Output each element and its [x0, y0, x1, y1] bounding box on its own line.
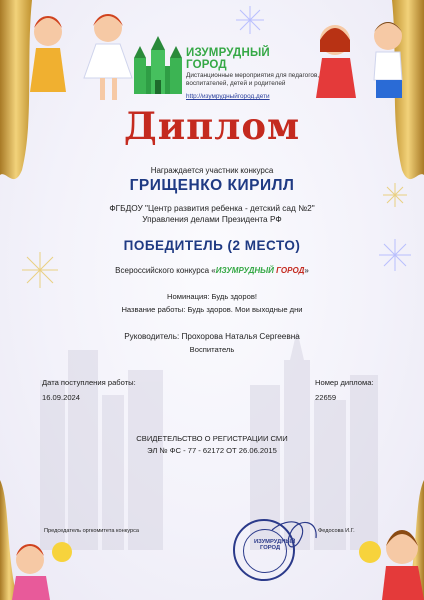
brand-name: ИЗУМРУДНЫЙ ГОРОД: [186, 47, 270, 71]
supervisor: Руководитель: Прохорова Наталья Сергеевна: [124, 332, 300, 341]
stamp-text: ИЗУМРУДНЫЙ ГОРОД: [254, 539, 296, 551]
kids-illustration-top-left: [30, 14, 132, 100]
diploma-number-label: Номер диплома:: [315, 378, 374, 387]
nomination: Номинация: Будь здоров!: [167, 292, 257, 301]
organization: ФГБДОУ "Центр развития ребенка - детский сад №2" Управления делами Президента РФ: [109, 203, 315, 224]
received-date: 16.09.2024: [42, 393, 81, 402]
work-title: Название работы: Будь здоров. Мои выходные дни: [121, 305, 303, 314]
left-curtain: [0, 0, 32, 179]
signer-name: Федосова И.Г.: [318, 528, 355, 534]
diploma-title: Диплом: [123, 104, 301, 148]
castle-logo-icon: [134, 36, 182, 94]
diploma-number: 22659: [315, 393, 337, 402]
registration-line-1: СВИДЕТЕЛЬСТВО О РЕГИСТРАЦИИ СМИ: [136, 434, 288, 443]
participant-name: ГРИЩЕНКО КИРИЛЛ: [129, 177, 295, 194]
brand-description: Дистанционные мероприятия для педагогов, воспитателей, детей и родителей: [186, 72, 320, 87]
brand-url-link[interactable]: http://изумрудныйгород.дети: [186, 93, 270, 100]
official-stamp: [233, 519, 295, 581]
awarded-text: Награждается участник конкурса: [150, 166, 274, 175]
registration-line-2: ЭЛ № ФС - 77 - 62172 ОТ 26.06.2015: [147, 446, 277, 455]
contest-line: Всероссийского конкурса «ИЗУМРУДНЫЙ ГОРОД»: [115, 266, 309, 275]
received-label: Дата поступления работы:: [42, 378, 136, 387]
result-title: ПОБЕДИТЕЛЬ (2 МЕСТО): [123, 238, 301, 253]
supervisor-role: Воспитатель: [189, 345, 235, 354]
chairman-label: Председатель оргкомитета конкурса: [44, 528, 139, 534]
